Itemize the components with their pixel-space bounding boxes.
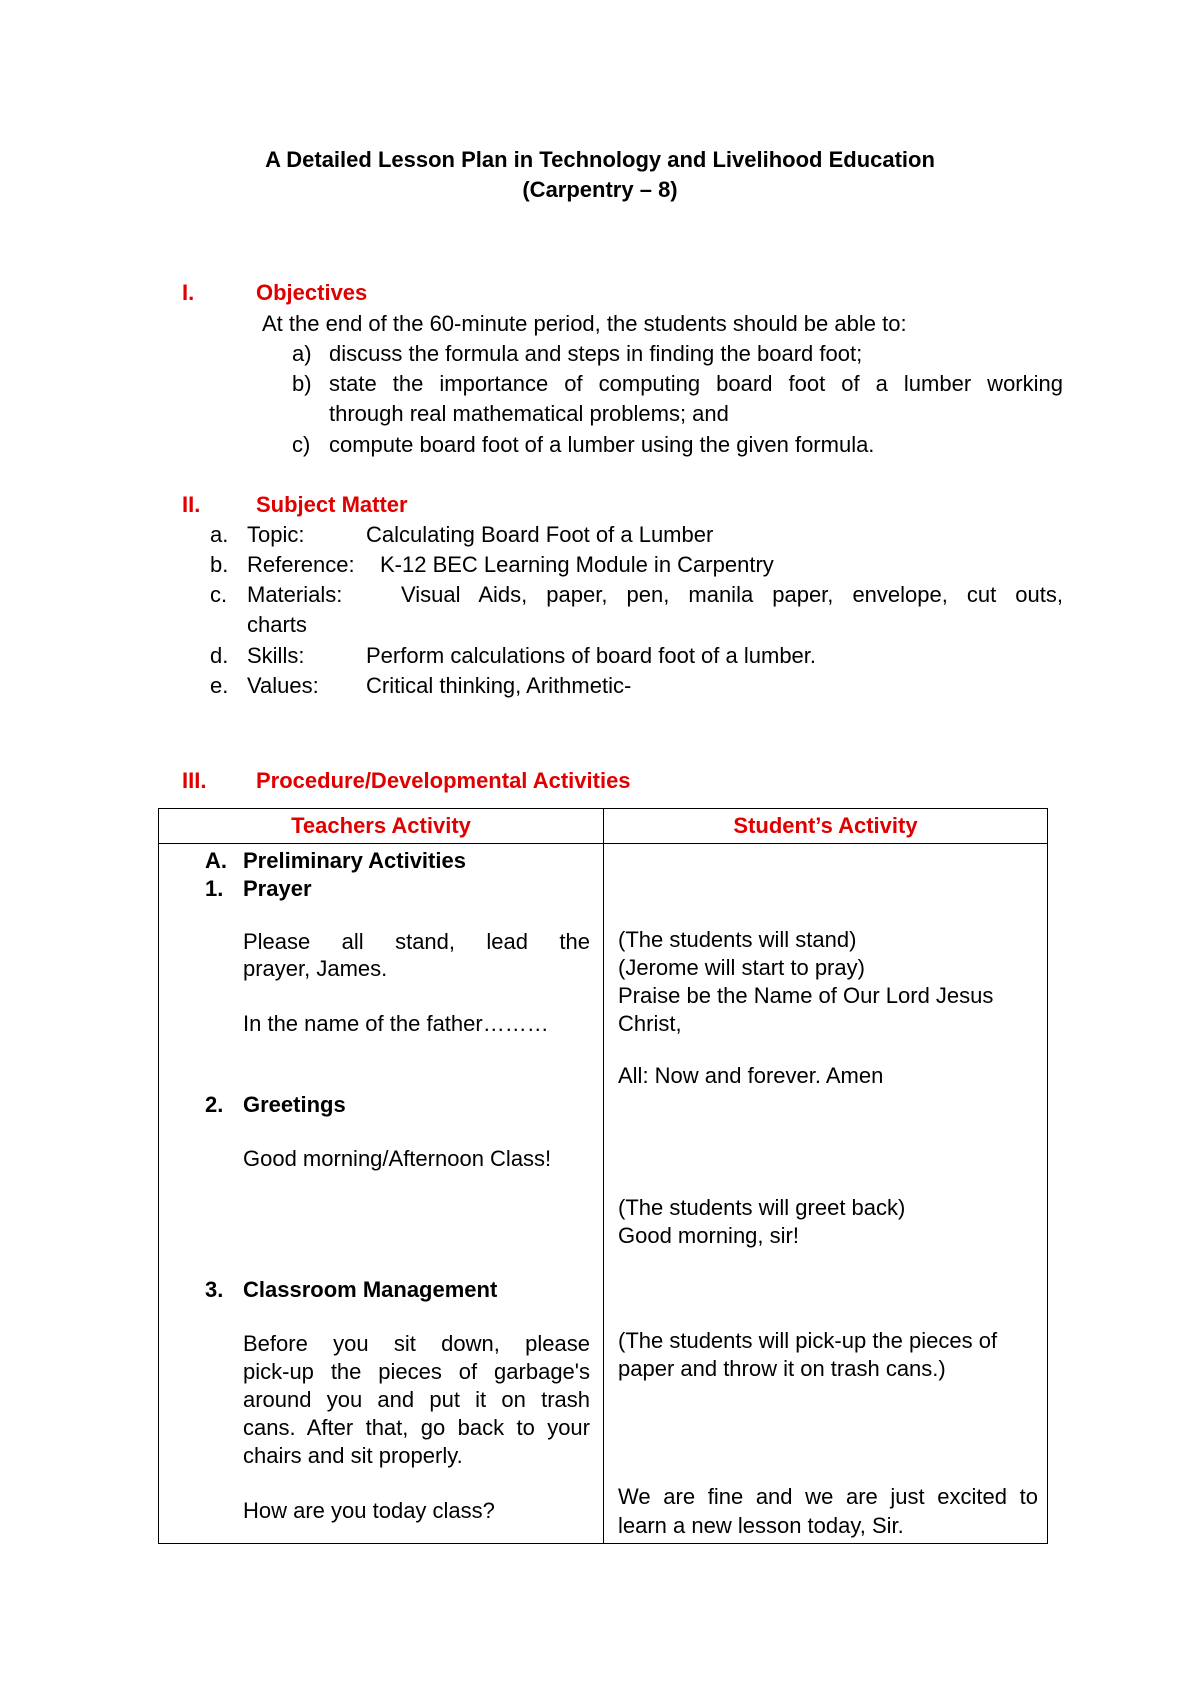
teacher-management-line: pick-up the pieces of garbage's (243, 1359, 590, 1384)
document-title: A Detailed Lesson Plan in Technology and Livelihood Education (265, 147, 935, 172)
teacher-management-line: cans. After that, go back to your (243, 1415, 590, 1440)
teacher-greeting: Good morning/Afternoon Class! (243, 1146, 552, 1171)
subject-marker: b. (210, 552, 229, 577)
subject-label-topic: Topic: (247, 522, 305, 547)
document-subtitle: (Carpentry – 8) (522, 177, 678, 202)
subject-value-skills: Perform calculations of board foot of a lumber. (366, 643, 817, 668)
subject-marker: c. (210, 582, 228, 607)
teacher-prayer-start: In the name of the father……… (243, 1011, 549, 1036)
subject-marker: a. (210, 522, 229, 547)
objective-text: compute board foot of a lumber using the given formula. (329, 432, 875, 457)
subject-label-materials: Materials: (247, 582, 343, 607)
teacher-prayer-request: Please all stand, lead the (243, 929, 590, 954)
student-praise-continued: Christ, (618, 1011, 682, 1036)
step-label-prayer: Prayer (243, 876, 312, 901)
objective-text: state the importance of computing board foot of a lumber working (329, 371, 1063, 396)
teacher-how-are-you: How are you today class? (243, 1498, 495, 1523)
subject-marker: e. (210, 673, 229, 698)
section-marker: A. (205, 848, 227, 873)
procedure-heading: Procedure/Developmental Activities (256, 768, 631, 793)
section-label: Preliminary Activities (243, 848, 466, 873)
student-stand: (The students will stand) (618, 927, 857, 952)
subject-value-materials-continued: charts (247, 612, 307, 637)
teacher-management-line: Before you sit down, please (243, 1331, 590, 1356)
step-marker: 3. (205, 1277, 224, 1302)
objective-marker: a) (292, 341, 312, 366)
subject-value-reference: K-12 BEC Learning Module in Carpentry (380, 552, 774, 577)
subject-matter-heading: Subject Matter (256, 492, 408, 517)
student-fine: We are fine and we are just excited to (618, 1484, 1038, 1509)
objectives-intro: At the end of the 60-minute period, the students should be able to: (262, 311, 907, 336)
teacher-prayer-request-continued: prayer, James. (243, 956, 388, 981)
student-fine-continued: learn a new lesson today, Sir. (618, 1513, 904, 1538)
objective-marker: b) (292, 371, 312, 396)
procedure-table (158, 808, 1048, 1544)
step-label-classroom-management: Classroom Management (243, 1277, 498, 1302)
table-column-divider (603, 809, 604, 1543)
student-pickup: (The students will pick-up the pieces of (618, 1328, 998, 1353)
subject-value-topic: Calculating Board Foot of a Lumber (366, 522, 714, 547)
student-pickup-continued: paper and throw it on trash cans.) (618, 1356, 946, 1381)
objective-text: discuss the formula and steps in finding the board foot; (329, 341, 863, 366)
subject-label-reference: Reference: (247, 552, 355, 577)
teacher-management-line: chairs and sit properly. (243, 1443, 463, 1468)
subject-label-skills: Skills: (247, 643, 305, 668)
procedure-numeral: III. (182, 768, 207, 793)
student-greet-back: (The students will greet back) (618, 1195, 906, 1220)
teacher-management-line: around you and put it on trash (243, 1387, 590, 1412)
subject-value-materials: Visual Aids, paper, pen, manila paper, envelope, cut outs, (401, 582, 1063, 607)
subject-label-values: Values: (247, 673, 319, 698)
objectives-numeral: I. (182, 280, 195, 305)
table-header-divider (159, 843, 1047, 844)
step-label-greetings: Greetings (243, 1092, 346, 1117)
header-students-activity: Student’s Activity (733, 813, 918, 838)
header-teachers-activity: Teachers Activity (291, 813, 471, 838)
objectives-heading: Objectives (256, 280, 368, 305)
step-marker: 2. (205, 1092, 224, 1117)
student-pray: (Jerome will start to pray) (618, 955, 865, 980)
student-good-morning: Good morning, sir! (618, 1223, 799, 1248)
subject-marker: d. (210, 643, 229, 668)
step-marker: 1. (205, 876, 224, 901)
student-all-response: All: Now and forever. Amen (618, 1063, 884, 1088)
objective-marker: c) (292, 432, 311, 457)
objective-text-continued: through real mathematical problems; and (329, 401, 729, 426)
subject-matter-numeral: II. (182, 492, 201, 517)
subject-value-values: Critical thinking, Arithmetic- (366, 673, 632, 698)
student-praise: Praise be the Name of Our Lord Jesus (618, 983, 994, 1008)
